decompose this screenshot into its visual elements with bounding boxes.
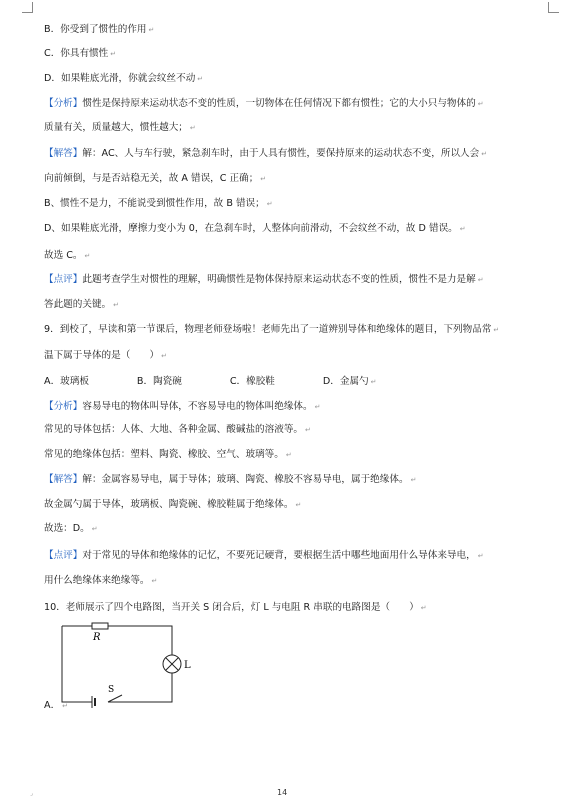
text-line bbox=[44, 73, 203, 85]
line-text: 故金属勺属于导体，玻璃板、陶瓷碗、橡胶鞋属于绝缘体。 bbox=[44, 499, 294, 510]
line-text: 常见的绝缘体包括：塑料、陶瓷、橡胶、空气、玻璃等。 bbox=[44, 449, 284, 460]
paragraph-mark: ↵ bbox=[91, 525, 98, 533]
text-line bbox=[44, 474, 416, 486]
text-line bbox=[44, 499, 301, 511]
line-text: 9．到校了，早读和第一节课后，物理老师登场啦！老师先出了一道辨别导体和绝缘体的题目，下列物品常 bbox=[44, 324, 492, 335]
paragraph-mark: ↵ bbox=[148, 26, 155, 34]
line-text: 质量有关，质量越大，惯性越大； bbox=[44, 122, 188, 133]
line-text: B、惯性不是力，不能说受到惯性作用，故 B 错误； bbox=[44, 198, 265, 209]
paragraph-mark: ↵ bbox=[161, 352, 167, 360]
section-tag: 【解答】 bbox=[44, 474, 83, 485]
line-text: 故选 C。 bbox=[44, 250, 83, 261]
crop-mark-top-left bbox=[22, 2, 33, 13]
resistor-symbol bbox=[92, 623, 108, 629]
paragraph-mark: ↵ bbox=[189, 124, 196, 132]
text-line bbox=[44, 148, 487, 160]
text-line bbox=[44, 550, 484, 562]
paragraph-mark: ↵ bbox=[84, 252, 91, 260]
text-line bbox=[44, 376, 377, 388]
line-text: D．如果鞋底光滑，你就会纹丝不动 bbox=[44, 73, 196, 84]
text-line bbox=[44, 523, 98, 535]
line-text: C．你具有惯性 bbox=[44, 48, 109, 59]
paragraph-mark: ↵ bbox=[370, 378, 377, 386]
text-line bbox=[44, 449, 292, 461]
section-tag: 【点评】 bbox=[44, 550, 83, 561]
line-text: 此题考查学生对惯性的理解，明确惯性是物体保持原来运动状态不变的性质，惯性不是力是解 bbox=[82, 274, 476, 285]
line-text: 容易导电的物体叫导体，不容易导电的物体叫绝缘体。 bbox=[82, 401, 313, 412]
line-text: 解：AC、人与车行驶，紧急刹车时，由于人具有惯性，要保持原来的运动状态不变，所以人会 bbox=[82, 148, 480, 159]
section-tag: 【点评】 bbox=[44, 274, 83, 285]
paragraph-mark: ↵ bbox=[459, 225, 466, 233]
line-text: 解：金属容易导电，属于导体；玻璃、陶瓷、橡胶不容易导电，属于绝缘体。 bbox=[82, 474, 409, 485]
line-text: 温下属于导体的是（ ） bbox=[44, 350, 160, 361]
text-line bbox=[44, 602, 427, 614]
switch-label: S bbox=[108, 685, 115, 695]
line-text: 故选：D。 bbox=[44, 523, 90, 534]
crop-mark-top-right bbox=[548, 2, 559, 13]
lamp-label: L bbox=[184, 660, 191, 671]
page-number: 14 bbox=[277, 788, 288, 797]
line-text: 常见的导体包括：人体、大地、各种金属、酸碱盐的溶液等。 bbox=[44, 424, 304, 435]
line-text: D、如果鞋底光滑，摩擦力变小为 0，在急刹车时，人整体向前滑动，不会纹丝不动，故 D 错误。 bbox=[44, 223, 458, 234]
line-text: 惯性是保持原来运动状态不变的性质，一切物体在任何情况下都有惯性；它的大小只与物体的 bbox=[82, 98, 476, 109]
section-tag: 【分析】 bbox=[44, 98, 83, 109]
section-tag: 【分析】 bbox=[44, 401, 83, 412]
text-line bbox=[44, 401, 321, 413]
text-line bbox=[44, 173, 266, 185]
text-line bbox=[44, 223, 466, 235]
footer-mark: ⌟ bbox=[30, 790, 33, 797]
text-line bbox=[44, 324, 499, 336]
text-line bbox=[44, 250, 90, 262]
paragraph-mark: ↵ bbox=[151, 577, 158, 585]
paragraph-mark: ↵ bbox=[493, 326, 500, 334]
text-line bbox=[44, 24, 154, 36]
line-text: 10．老师展示了四个电路图，当开关 S 闭合后，灯 L 与电阻 R 串联的电路图是（ ） bbox=[44, 602, 419, 613]
text-line bbox=[44, 575, 157, 587]
paragraph-mark: ↵ bbox=[477, 552, 484, 560]
text-line bbox=[44, 299, 119, 311]
paragraph-mark: ↵ bbox=[481, 150, 488, 158]
text-line bbox=[44, 98, 484, 110]
line-text: 向前倾倒，与是否站稳无关，故 A 错误，C 正确； bbox=[44, 173, 259, 184]
line-text: A．玻璃板 B．陶瓷碗 C．橡胶鞋 D．金属勺 bbox=[44, 376, 369, 387]
text-line bbox=[44, 424, 311, 436]
switch-symbol bbox=[108, 695, 122, 702]
paragraph-mark: ↵ bbox=[62, 702, 69, 710]
text-line bbox=[44, 48, 116, 60]
paragraph-mark: ↵ bbox=[314, 403, 321, 411]
paragraph-mark: ↵ bbox=[197, 75, 204, 83]
line-text: 用什么绝缘体来绝缘等。 bbox=[44, 575, 150, 586]
paragraph-mark: ↵ bbox=[113, 301, 120, 309]
paragraph-mark: ↵ bbox=[420, 604, 427, 612]
resistor-label: R bbox=[93, 632, 101, 643]
line-text: A． bbox=[44, 700, 61, 711]
text-line bbox=[44, 198, 273, 210]
paragraph-mark: ↵ bbox=[410, 476, 417, 484]
text-line bbox=[44, 122, 196, 134]
text-line bbox=[44, 350, 167, 362]
paragraph-mark: ↵ bbox=[266, 200, 273, 208]
circuit-diagram bbox=[60, 620, 210, 710]
paragraph-mark: ↵ bbox=[285, 451, 292, 459]
paragraph-mark: ↵ bbox=[477, 276, 484, 284]
paragraph-mark: ↵ bbox=[295, 501, 302, 509]
paragraph-mark: ↵ bbox=[110, 50, 117, 58]
text-line bbox=[44, 274, 484, 286]
line-text: B．你受到了惯性的作用 bbox=[44, 24, 147, 35]
paragraph-mark: ↵ bbox=[305, 426, 311, 434]
section-tag: 【解答】 bbox=[44, 148, 83, 159]
line-text: 答此题的关键。 bbox=[44, 299, 112, 310]
paragraph-mark: ↵ bbox=[477, 100, 484, 108]
line-text: 对于常见的导体和绝缘体的记忆，不要死记硬背，要根据生活中哪些地面用什么导体来导电， bbox=[82, 550, 476, 561]
paragraph-mark: ↵ bbox=[260, 175, 267, 183]
